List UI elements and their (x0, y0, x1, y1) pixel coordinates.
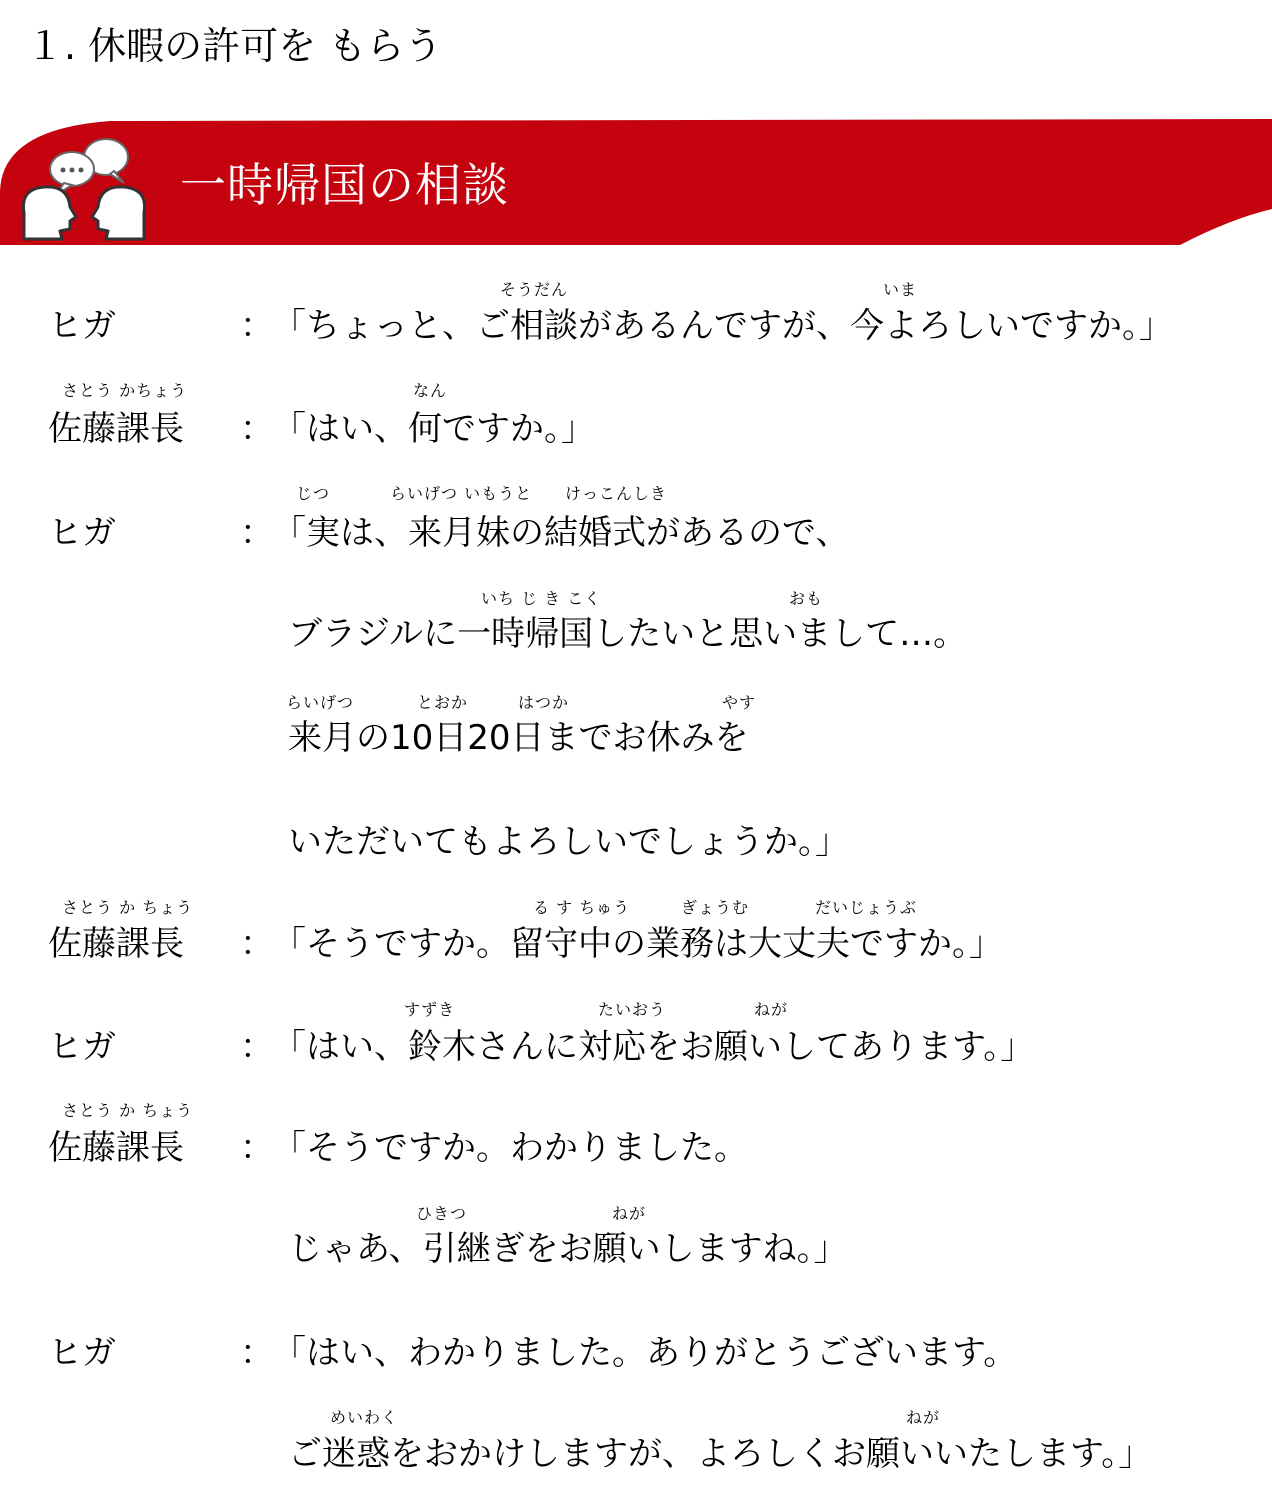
banner-title: 一時帰国の相談 (180, 158, 509, 212)
dialogue-line: じゃあ、引継ぎをお願いしますね。」 (288, 1229, 848, 1269)
furigana: とおか (417, 693, 469, 712)
furigana: いち じ き こく (481, 589, 602, 608)
dialogue-line: 「はい、何ですか。」 (272, 409, 595, 449)
speaker-colon: ： (240, 924, 274, 964)
dialogue-line: 「はい、鈴木さんに対応をお願いしてあります。」 (272, 1027, 1035, 1067)
furigana: じつ (296, 484, 331, 503)
furigana: る す ちゅう (533, 898, 631, 917)
furigana: ぎょうむ (681, 898, 750, 917)
dialogue-line: 「そうですか。わかりました。 (272, 1128, 748, 1168)
speaker-colon: ： (240, 513, 274, 553)
furigana: そうだん (500, 280, 569, 299)
speaker-colon: ： (240, 306, 274, 346)
furigana: なん (413, 381, 448, 400)
dialogue-line: ブラジルに一時帰国したいと思いまして…。 (288, 614, 968, 654)
furigana: ねが (754, 1000, 789, 1019)
section-title: １. 休暇の許可を もらう (26, 24, 443, 68)
furigana: ねが (906, 1408, 941, 1427)
furigana: たいおう (598, 1000, 667, 1019)
speaker-furigana: さとう か ちょう (62, 1101, 194, 1120)
speaker-colon: ： (240, 1027, 274, 1067)
furigana: おも (789, 589, 824, 608)
furigana: はつか (518, 693, 570, 712)
speaker-name: 佐藤課長 (48, 1128, 184, 1168)
speaker-colon: ： (240, 1333, 274, 1373)
speaker-colon: ： (240, 409, 274, 449)
dialogue-line: 「そうですか。留守中の業務は大丈夫ですか。」 (272, 924, 1003, 964)
speaker-furigana: さとう かちょう (62, 381, 188, 400)
dialogue-line: いただいてもよろしいでしょうか。」 (288, 822, 849, 862)
dialogue-line: 「はい、わかりました。ありがとうございます。 (272, 1333, 1018, 1373)
topic-banner (0, 119, 1272, 245)
speaker-name: ヒガ (48, 513, 116, 553)
furigana: いま (883, 280, 918, 299)
furigana: らいげつ (286, 693, 355, 712)
furigana: めいわく (330, 1408, 399, 1427)
two-people-talking-icon (14, 127, 154, 245)
dialogue-line: 「実は、来月妹の結婚式があるので、 (272, 513, 850, 553)
furigana: だいじょうぶ (815, 898, 918, 917)
furigana: ひきつ (416, 1204, 468, 1223)
speaker-colon: ： (240, 1128, 274, 1168)
dialogue-line: ご迷惑をおかけしますが、よろしくお願いいたします。」 (288, 1434, 1153, 1474)
furigana: ねが (612, 1204, 647, 1223)
speaker-name: 佐藤課長 (48, 924, 184, 964)
furigana: らいげつ いもうと (390, 484, 533, 503)
speaker-name: ヒガ (48, 1027, 116, 1067)
dialogue-line: 「ちょっと、ご相談があるんですが、今よろしいですか。」 (272, 306, 1173, 346)
furigana: けっこんしき (565, 484, 668, 503)
furigana: すずき (404, 1000, 456, 1019)
speaker-name: ヒガ (48, 306, 116, 346)
speaker-name: 佐藤課長 (48, 409, 184, 449)
speaker-furigana: さとう か ちょう (62, 898, 194, 917)
furigana: やす (722, 693, 757, 712)
dialogue-line: 来月の10日20日までお休みを (288, 718, 749, 758)
speaker-name: ヒガ (48, 1333, 116, 1373)
